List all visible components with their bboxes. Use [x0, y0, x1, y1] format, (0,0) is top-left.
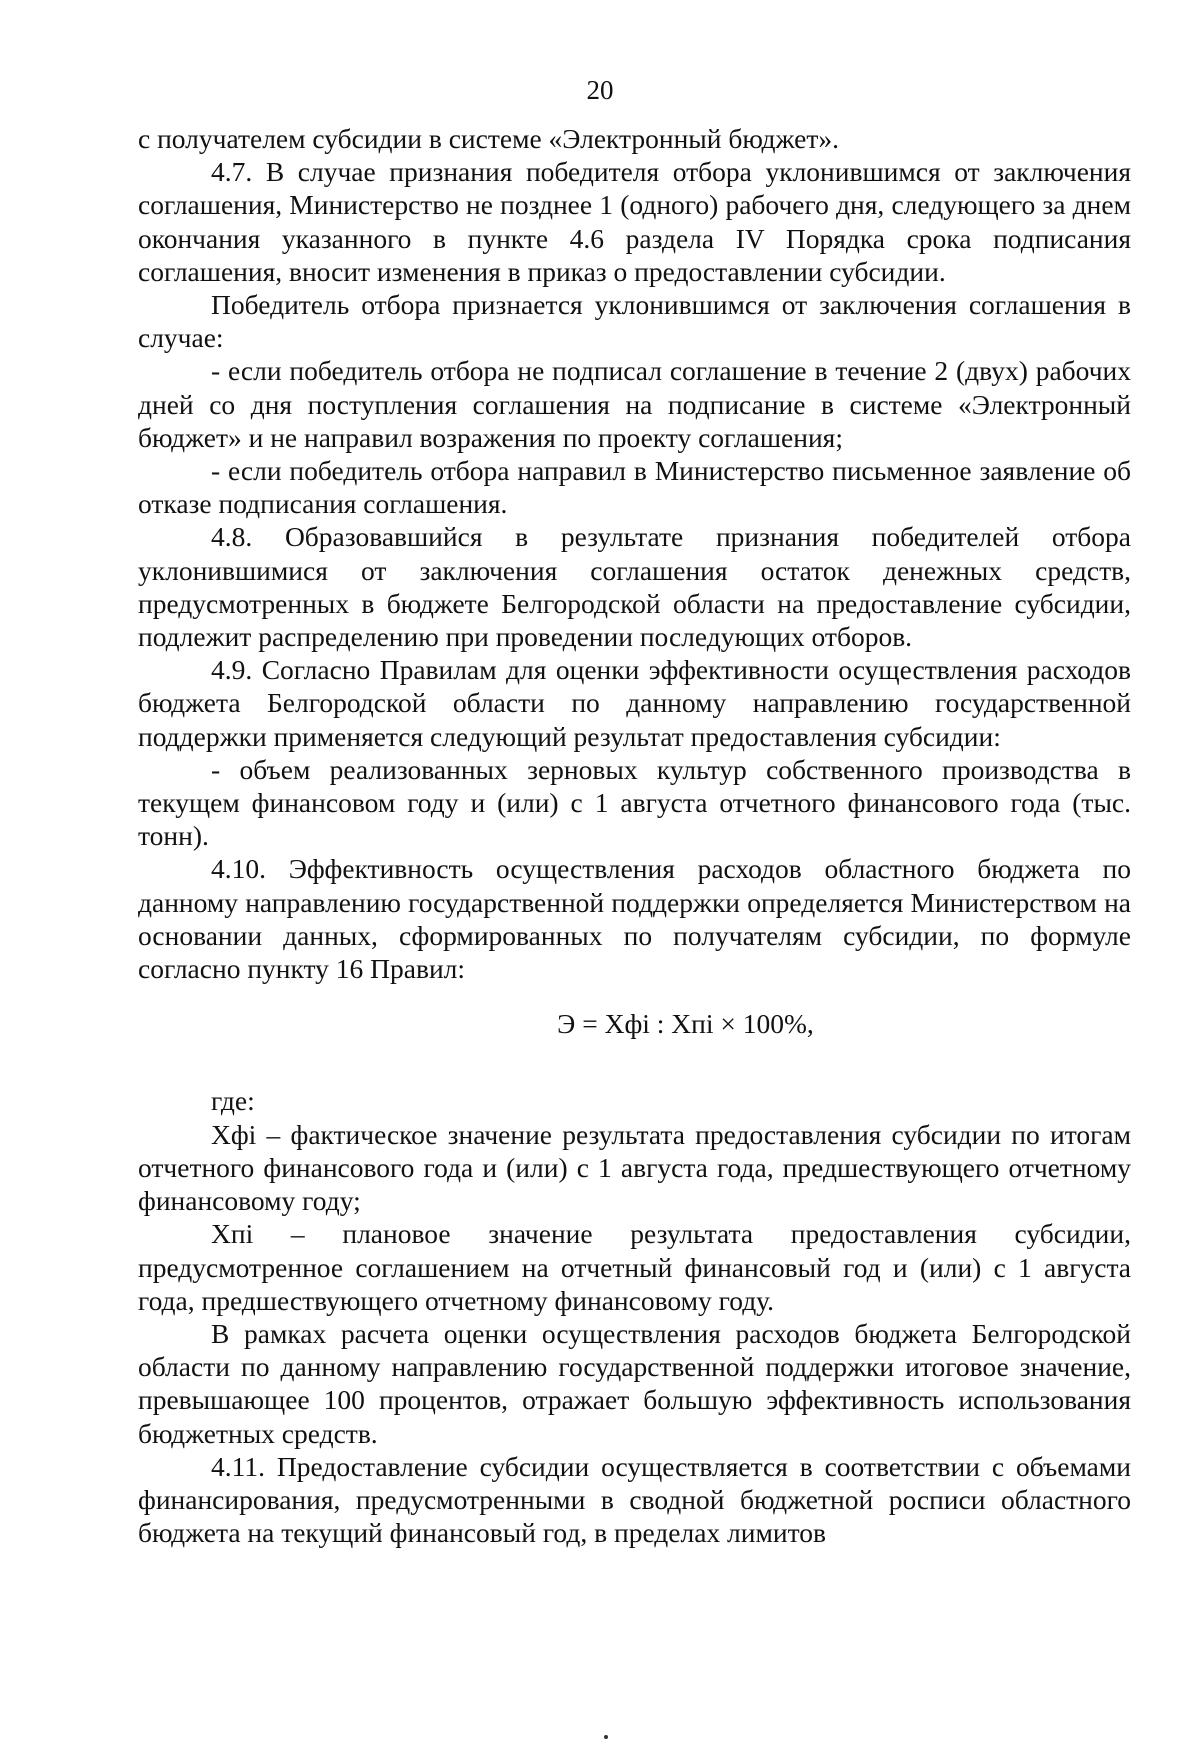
paragraph: - объем реализованных зерновых культур собственного производства в текущем финансовом году и (или) с 1 августа отчетного финансового года (тыс. тонн). — [138, 753, 1131, 852]
formula: Э = Хфi : Хпi × 100%, — [557, 1008, 814, 1040]
page-number: 20 — [586, 75, 614, 105]
paragraph: Хфi – фактическое значение результата предоставления субсидии по итогам отчетного финансового года и (или) с 1 августа года, предшествующего отчетному финансовому году; — [138, 1118, 1131, 1217]
paragraph: с получателем субсидии в системе «Электронный бюджет». — [138, 123, 839, 154]
paragraph: 4.8. Образовавшийся в результате признания победителей отбора уклонившимися от заключения соглашения остаток денежных средств, предусмотренных в бюджете Белгородской области на предоставление субсидии, подлежит распределению при проведении последующих отборов. — [138, 521, 1131, 653]
paragraph: 4.11. Предоставление субсидии осуществляется в соответствии с объемами финансирования, предусмотренными в сводной бюджетной росписи областного бюджета на текущий финансовый год, в пределах лимитов — [138, 1450, 1131, 1549]
paragraph: - если победитель отбора направил в Министерство письменное заявление об отказе подписания соглашения. — [138, 455, 1131, 520]
document-body — [138, 122, 1131, 1549]
paragraph: 4.7. В случае признания победителя отбора уклонившимся от заключения соглашения, Министерство не позднее 1 (одного) рабочего дня, следующего за днем окончания указанного в пункте 4.6 раздела IV Порядка срока подписания соглашения, вносит изменения в приказ о предоставлении субсидии. — [138, 156, 1131, 287]
paragraph: где: — [211, 1085, 255, 1117]
paragraph: Хпi – плановое значение результата предоставления субсидии, предусмотренное соглашением на отчетный финансовый год и (или) с 1 августа года, предшествующего отчетному финансовому году. — [138, 1218, 1131, 1316]
paragraph: Победитель отбора признается уклонившимся от заключения соглашения в случае: — [138, 289, 1131, 354]
paragraph: В рамках расчета оценки осуществления расходов бюджета Белгородской области по данному направлению государственной поддержки итоговое значение, превышающее 100 процентов, отражает большую эффективность использования бюджетных средств. — [138, 1317, 1131, 1449]
paragraph: 4.10. Эффективность осуществления расходов областного бюджета по данному направлению государственной поддержки определяется Министерством на основании данных, сформированных по получателям субсидии, по формуле согласно пункту 16 Правил: — [138, 853, 1131, 985]
paragraph: 4.9. Согласно Правилам для оценки эффективности осуществления расходов бюджета Белгородской области по данному направлению государственной поддержки применяется следующий результат предоставления субсидии: — [138, 654, 1131, 752]
paragraph: - если победитель отбора не подписал соглашение в течение 2 (двух) рабочих дней со дня поступления соглашения на подписание в системе «Электронный бюджет» и не направил возражения по проекту соглашения; — [138, 355, 1131, 453]
scan-dot — [604, 1735, 608, 1739]
